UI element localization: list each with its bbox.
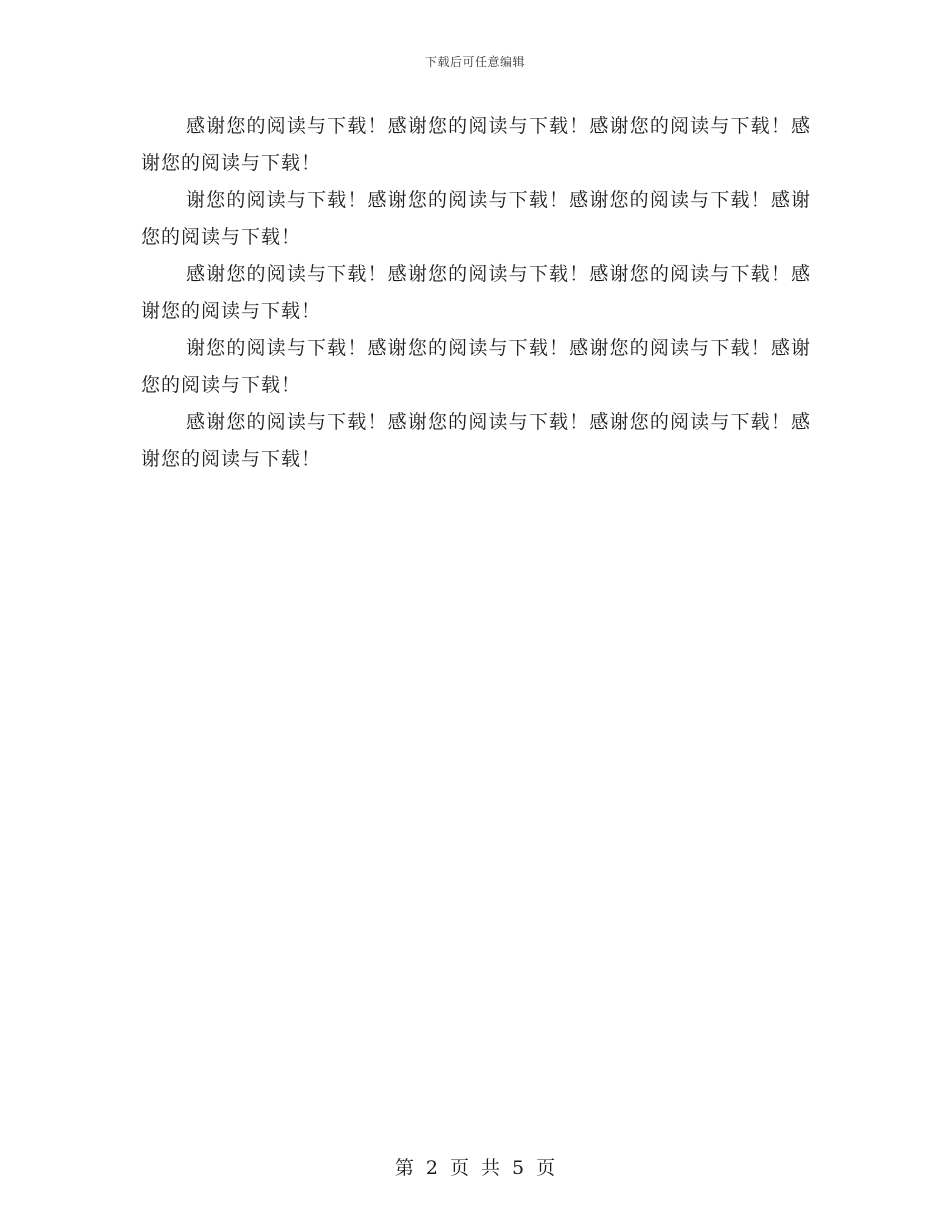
paragraph: 感谢您的阅读与下载！感谢您的阅读与下载！感谢您的阅读与下载！感谢您的阅读与下载！ xyxy=(141,263,811,322)
paragraph: 谢您的阅读与下载！感谢您的阅读与下载！感谢您的阅读与下载！感谢您的阅读与下载！ xyxy=(141,189,811,248)
paragraph: 感谢您的阅读与下载！感谢您的阅读与下载！感谢您的阅读与下载！感谢您的阅读与下载！ xyxy=(141,115,811,174)
document-body xyxy=(141,108,811,478)
paragraph: 感谢您的阅读与下载！感谢您的阅读与下载！感谢您的阅读与下载！感谢您的阅读与下载！ xyxy=(141,411,811,470)
page-header: 下载后可任意编辑 xyxy=(424,55,525,69)
page-number-footer: 第 2 页 共 5 页 xyxy=(394,1157,556,1179)
paragraph: 谢您的阅读与下载！感谢您的阅读与下载！感谢您的阅读与下载！感谢您的阅读与下载！ xyxy=(141,337,811,396)
